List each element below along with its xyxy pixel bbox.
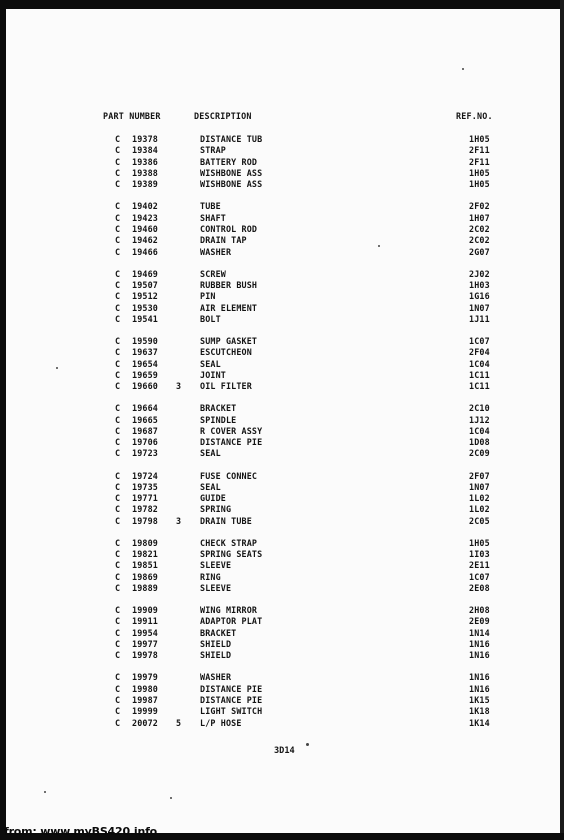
part-description: CONTROL ROD <box>200 223 258 234</box>
part-ref-no: 1N14 <box>469 627 490 638</box>
table-row <box>0 616 564 627</box>
part-number: 19637 <box>132 347 158 358</box>
part-prefix: C <box>115 268 121 279</box>
part-number: 19378 <box>132 134 158 144</box>
scan-speck <box>378 245 380 247</box>
part-description: ADAPTOR PLAT <box>200 616 263 627</box>
part-prefix: C <box>115 381 121 392</box>
part-prefix: C <box>115 583 121 593</box>
part-description: RUBBER BUSH <box>200 279 258 290</box>
part-description: SPRING <box>200 504 232 515</box>
part-description: L/P HOSE <box>200 717 242 728</box>
part-prefix: C <box>115 560 121 571</box>
part-number: 19386 <box>132 156 158 167</box>
part-prefix: C <box>115 347 121 358</box>
part-ref-no: 1H05 <box>469 179 490 190</box>
part-number: 19659 <box>132 369 158 380</box>
part-number: 19978 <box>132 650 158 661</box>
part-ref-no: 1K15 <box>469 695 490 705</box>
page-number: 3D14 <box>274 746 295 756</box>
part-description: DISTANCE TUB <box>200 134 263 144</box>
part-description: SEAL <box>200 358 221 369</box>
part-prefix: C <box>115 156 121 167</box>
part-number: 19660 <box>132 381 158 392</box>
part-prefix: C <box>115 481 121 492</box>
part-number: 19723 <box>132 448 158 459</box>
part-description: PIN <box>200 291 216 302</box>
part-number: 19809 <box>132 537 158 548</box>
part-number: 19389 <box>132 179 158 190</box>
part-ref-no: 1D08 <box>469 437 490 448</box>
part-prefix: C <box>115 179 121 190</box>
table-row <box>0 695 564 706</box>
part-ref-no: 2F11 <box>469 156 490 167</box>
part-ref-no: 1G16 <box>469 291 490 302</box>
table-row <box>0 482 564 493</box>
scan-speck <box>44 791 46 793</box>
part-prefix: C <box>115 291 121 302</box>
part-ref-no: 2E11 <box>469 560 490 571</box>
part-ref-no: 2E09 <box>469 616 490 627</box>
part-description: STRAP <box>200 145 226 156</box>
table-row <box>0 201 564 212</box>
part-prefix: C <box>115 223 121 234</box>
part-number: 19423 <box>132 212 158 223</box>
part-description: DRAIN TUBE <box>200 515 252 526</box>
part-ref-no: 1H05 <box>469 537 490 548</box>
part-description: OIL FILTER <box>200 381 252 392</box>
table-row <box>0 605 564 616</box>
table-row <box>0 157 564 168</box>
table-row <box>0 639 564 650</box>
part-description: SUMP GASKET <box>200 335 258 346</box>
part-number: 19909 <box>132 605 158 616</box>
table-row <box>0 549 564 560</box>
part-ref-no: 2C09 <box>469 448 490 459</box>
part-prefix: C <box>115 335 121 346</box>
part-number: 19460 <box>132 223 158 234</box>
part-description: BRACKET <box>200 627 237 638</box>
part-number: 19869 <box>132 571 158 582</box>
part-number: 20072 <box>132 717 158 728</box>
part-prefix: C <box>115 302 121 313</box>
part-ref-no: 1J12 <box>469 414 490 425</box>
part-number: 19889 <box>132 583 158 593</box>
table-row <box>0 370 564 381</box>
part-prefix: C <box>115 537 121 548</box>
part-ref-no: 1C11 <box>469 381 490 392</box>
part-description: BRACKET <box>200 403 237 414</box>
part-ref-no: 1N16 <box>469 672 490 683</box>
part-prefix: C <box>115 425 121 436</box>
part-description: R COVER ASSY <box>200 425 263 436</box>
part-prefix: C <box>115 717 121 728</box>
table-row <box>0 560 564 571</box>
part-ref-no: 2C02 <box>469 235 490 246</box>
part-number: 19911 <box>132 616 158 627</box>
part-description: SHIELD <box>200 639 232 649</box>
table-row <box>0 706 564 717</box>
part-ref-no: 1H03 <box>469 279 490 290</box>
scan-speck <box>462 68 464 70</box>
table-row <box>0 336 564 347</box>
table-row <box>0 314 564 325</box>
table-row <box>0 269 564 280</box>
part-number: 19384 <box>132 145 158 156</box>
part-ref-no: 1C04 <box>469 358 490 369</box>
part-number: 19469 <box>132 268 158 279</box>
part-ref-no: 1K14 <box>469 717 490 728</box>
part-ref-no: 1C07 <box>469 571 490 582</box>
part-number: 19954 <box>132 627 158 638</box>
part-ref-no: 1C04 <box>469 425 490 436</box>
part-prefix: C <box>115 470 121 481</box>
part-prefix: C <box>115 515 121 526</box>
part-prefix: C <box>115 246 121 257</box>
part-ref-no: 2C02 <box>469 223 490 234</box>
part-ref-no: 1H07 <box>469 212 490 223</box>
part-prefix: C <box>115 437 121 448</box>
part-description: AIR ELEMENT <box>200 302 258 313</box>
part-prefix: C <box>115 403 121 414</box>
part-prefix: C <box>115 369 121 380</box>
table-row <box>0 415 564 426</box>
part-number: 19735 <box>132 481 158 492</box>
footer-source-watermark: from: www.myBS420.info <box>4 825 158 838</box>
part-number: 19851 <box>132 560 158 571</box>
part-ref-no: 2G07 <box>469 246 490 257</box>
table-row <box>0 672 564 683</box>
part-ref-no: 1I03 <box>469 549 490 560</box>
part-description: SHAFT <box>200 212 226 223</box>
part-prefix: C <box>115 504 121 515</box>
part-description: WASHER <box>200 672 232 683</box>
part-number: 19530 <box>132 302 158 313</box>
part-prefix: C <box>115 639 121 649</box>
part-description: SLEEVE <box>200 560 232 571</box>
part-prefix: C <box>115 235 121 246</box>
part-number: 19980 <box>132 683 158 694</box>
part-description: DISTANCE PIE <box>200 695 263 705</box>
table-row <box>0 516 564 527</box>
part-number: 19782 <box>132 504 158 515</box>
part-ref-no: 1N07 <box>469 481 490 492</box>
part-number: 19987 <box>132 695 158 705</box>
part-prefix: C <box>115 549 121 560</box>
part-ref-no: 2F02 <box>469 201 490 212</box>
part-number: 19999 <box>132 706 158 717</box>
table-row <box>0 504 564 515</box>
part-number: 19687 <box>132 425 158 436</box>
table-row <box>0 359 564 370</box>
part-quantity: 5 <box>176 717 182 728</box>
table-row <box>0 572 564 583</box>
part-ref-no: 1N07 <box>469 302 490 313</box>
header-part-number: PART NUMBER <box>103 111 161 121</box>
table-row <box>0 134 564 145</box>
part-ref-no: 1L02 <box>469 493 490 504</box>
part-number: 19402 <box>132 201 158 212</box>
part-ref-no: 2C10 <box>469 403 490 414</box>
part-prefix: C <box>115 212 121 223</box>
table-row <box>0 583 564 594</box>
part-number: 19977 <box>132 639 158 649</box>
part-ref-no: 2E08 <box>469 583 490 593</box>
part-number: 19724 <box>132 470 158 481</box>
table-row <box>0 448 564 459</box>
part-number: 19979 <box>132 672 158 683</box>
part-prefix: C <box>115 414 121 425</box>
table-row <box>0 718 564 729</box>
part-ref-no: 1C11 <box>469 369 490 380</box>
table-row <box>0 291 564 302</box>
part-prefix: C <box>115 627 121 638</box>
part-ref-no: 2F04 <box>469 347 490 358</box>
part-prefix: C <box>115 672 121 683</box>
part-number: 19388 <box>132 167 158 178</box>
part-prefix: C <box>115 650 121 661</box>
table-row <box>0 381 564 392</box>
part-description: SEAL <box>200 481 221 492</box>
part-number: 19590 <box>132 335 158 346</box>
part-description: SLEEVE <box>200 583 232 593</box>
part-number: 19798 <box>132 515 158 526</box>
part-description: SCREW <box>200 268 226 279</box>
table-row <box>0 179 564 190</box>
part-ref-no: 1N16 <box>469 683 490 694</box>
table-row <box>0 684 564 695</box>
part-description: TUBE <box>200 201 221 212</box>
part-description: LIGHT SWITCH <box>200 706 263 717</box>
part-description: SEAL <box>200 448 221 459</box>
part-prefix: C <box>115 695 121 705</box>
table-row <box>0 437 564 448</box>
part-prefix: C <box>115 683 121 694</box>
part-ref-no: 1H05 <box>469 167 490 178</box>
table-row <box>0 650 564 661</box>
part-description: WASHER <box>200 246 232 257</box>
part-prefix: C <box>115 706 121 717</box>
table-row <box>0 403 564 414</box>
part-description: RING <box>200 571 221 582</box>
part-number: 19541 <box>132 313 158 324</box>
part-description: GUIDE <box>200 493 226 504</box>
part-number: 19664 <box>132 403 158 414</box>
part-number: 19821 <box>132 549 158 560</box>
part-prefix: C <box>115 605 121 616</box>
part-description: BOLT <box>200 313 221 324</box>
table-row <box>0 145 564 156</box>
part-number: 19706 <box>132 437 158 448</box>
part-prefix: C <box>115 358 121 369</box>
part-number: 19654 <box>132 358 158 369</box>
part-number: 19466 <box>132 246 158 257</box>
part-prefix: C <box>115 167 121 178</box>
scan-speck <box>306 743 309 746</box>
header-description: DESCRIPTION <box>194 111 252 121</box>
scan-speck <box>56 367 58 369</box>
part-description: WISHBONE ASS <box>200 179 263 190</box>
part-description: JOINT <box>200 369 226 380</box>
part-prefix: C <box>115 571 121 582</box>
part-number: 19462 <box>132 235 158 246</box>
part-ref-no: 1J11 <box>469 313 490 324</box>
part-ref-no: 2F07 <box>469 470 490 481</box>
part-prefix: C <box>115 279 121 290</box>
part-prefix: C <box>115 493 121 504</box>
part-description: ESCUTCHEON <box>200 347 252 358</box>
part-number: 19771 <box>132 493 158 504</box>
part-description: SHIELD <box>200 650 232 661</box>
part-ref-no: 1C07 <box>469 335 490 346</box>
part-prefix: C <box>115 201 121 212</box>
part-description: WING MIRROR <box>200 605 258 616</box>
part-ref-no: 1H05 <box>469 134 490 144</box>
part-description: DRAIN TAP <box>200 235 247 246</box>
header-ref-no: REF.NO. <box>456 111 493 121</box>
part-ref-no: 2F11 <box>469 145 490 156</box>
part-description: WISHBONE ASS <box>200 167 263 178</box>
scan-border-top <box>0 0 564 9</box>
table-row <box>0 426 564 437</box>
part-ref-no: 2C05 <box>469 515 490 526</box>
part-prefix: C <box>115 448 121 459</box>
part-number: 19507 <box>132 279 158 290</box>
part-quantity: 3 <box>176 515 182 526</box>
scan-speck <box>170 797 172 799</box>
part-ref-no: 2J02 <box>469 268 490 279</box>
table-row <box>0 235 564 246</box>
part-ref-no: 2H08 <box>469 605 490 616</box>
part-description: SPRING SEATS <box>200 549 263 560</box>
table-row <box>0 247 564 258</box>
part-description: FUSE CONNEC <box>200 470 258 481</box>
part-description: SPINDLE <box>200 414 237 425</box>
table-row <box>0 280 564 291</box>
table-row <box>0 224 564 235</box>
table-row <box>0 347 564 358</box>
part-description: DISTANCE PIE <box>200 437 263 448</box>
part-quantity: 3 <box>176 381 182 392</box>
part-ref-no: 1K18 <box>469 706 490 717</box>
table-row <box>0 471 564 482</box>
table-row <box>0 538 564 549</box>
part-ref-no: 1N16 <box>469 639 490 649</box>
table-row <box>0 303 564 314</box>
part-prefix: C <box>115 616 121 627</box>
part-number: 19512 <box>132 291 158 302</box>
part-ref-no: 1N16 <box>469 650 490 661</box>
part-description: BATTERY ROD <box>200 156 258 167</box>
table-row <box>0 493 564 504</box>
part-description: DISTANCE PIE <box>200 683 263 694</box>
part-prefix: C <box>115 134 121 144</box>
table-row <box>0 168 564 179</box>
table-row <box>0 213 564 224</box>
part-description: CHECK STRAP <box>200 537 258 548</box>
part-ref-no: 1L02 <box>469 504 490 515</box>
part-prefix: C <box>115 145 121 156</box>
part-number: 19665 <box>132 414 158 425</box>
part-prefix: C <box>115 313 121 324</box>
table-row <box>0 628 564 639</box>
